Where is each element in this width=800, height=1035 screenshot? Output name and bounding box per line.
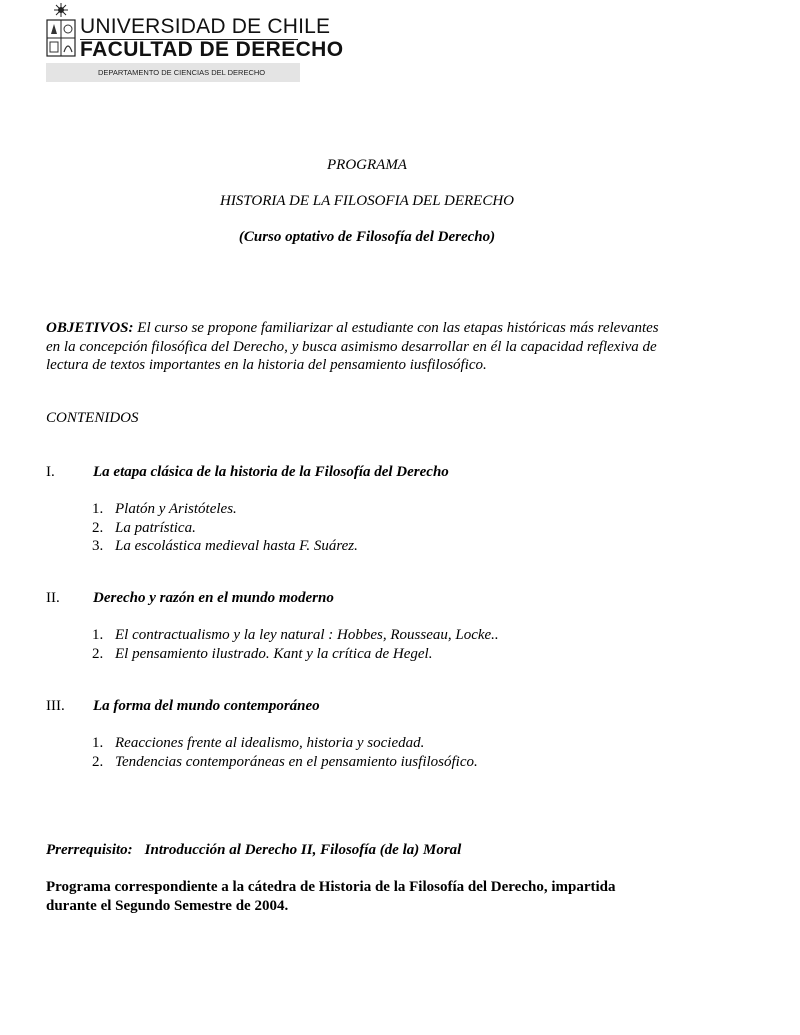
item-text: Reacciones frente al idealismo, historia y sociedad. (115, 735, 425, 751)
objectives-paragraph (46, 319, 726, 375)
section-heading (46, 590, 334, 607)
item-text: Tendencias contemporáneas en el pensamiento iusfilosófico. (115, 753, 478, 770)
list-item (92, 626, 499, 645)
prerequisite-label: Prerrequisito: (46, 842, 133, 858)
item-number: 3. (92, 538, 104, 554)
department-name: DEPARTAMENTO DE CIENCIAS DEL DERECHO (98, 68, 266, 77)
list-item (92, 519, 358, 538)
item-number: 1. (92, 501, 104, 517)
item-number: 1. (92, 735, 104, 751)
university-name: UNIVERSIDAD DE CHILE (80, 15, 331, 38)
section-numeral: I. (46, 464, 55, 480)
university-seal-icon (46, 2, 76, 60)
prerequisite-value: Introducción al Derecho II, Filosofía (de la) Moral (144, 842, 462, 858)
objectives-line-3: lectura de textos importantes en la historia del pensamiento iusfilosófico. (46, 357, 487, 373)
item-text: La patrística. (115, 519, 196, 536)
item-text: La escolástica medieval hasta F. Suárez. (115, 538, 358, 554)
objectives-label: OBJETIVOS: (46, 320, 134, 336)
item-text: El contractualismo y la ley natural : Hobbes, Rousseau, Locke.. (115, 627, 499, 643)
section-title: Derecho y razón en el mundo moderno (93, 590, 334, 606)
section-items (92, 500, 358, 556)
item-text: Platón y Aristóteles. (115, 501, 237, 517)
list-item (92, 645, 499, 664)
section-heading (46, 698, 320, 715)
item-number: 2. (92, 519, 104, 536)
section-heading (46, 464, 449, 481)
objectives-line-2: en la concepción filosófica del Derecho, y busca asimismo desarrollar en él la capacidad reflexiva de (46, 338, 657, 355)
objectives-text-1: El curso se propone familiarizar al estudiante con las etapas históricas más relevantes (137, 320, 659, 336)
list-item (92, 500, 358, 519)
section-numeral: III. (46, 698, 65, 714)
faculty-name: FACULTAD DE DERECHO (80, 38, 344, 61)
item-number: 1. (92, 627, 104, 643)
footer-note-line-1: Programa correspondiente a la cátedra de Historia de la Filosofía del Derecho, impartida (46, 879, 616, 895)
prerequisite (46, 842, 461, 859)
item-text: El pensamiento ilustrado. Kant y la crítica de Hegel. (115, 645, 433, 662)
objectives-line-1 (46, 319, 726, 338)
section-title: La etapa clásica de la historia de la Filosofía del Derecho (93, 464, 449, 480)
letterhead (46, 2, 344, 82)
course-type: (Curso optativo de Filosofía del Derecho) (238, 229, 496, 245)
course-title: HISTORIA DE LA FILOSOFIA DEL DERECHO (219, 193, 515, 209)
department-bar (46, 63, 300, 82)
footer-note (46, 878, 616, 915)
item-number: 2. (92, 753, 104, 770)
contents-heading: CONTENIDOS (46, 410, 139, 426)
list-item (92, 753, 478, 772)
document-label: PROGRAMA (327, 157, 407, 173)
section-items (92, 626, 499, 663)
item-number: 2. (92, 645, 104, 662)
section-title: La forma del mundo contemporáneo (93, 698, 320, 714)
footer-note-line-2: durante el Segundo Semestre de 2004. (46, 897, 289, 914)
list-item (92, 537, 358, 556)
section-numeral: II. (46, 590, 60, 606)
section-items (92, 734, 478, 771)
list-item (92, 734, 478, 753)
